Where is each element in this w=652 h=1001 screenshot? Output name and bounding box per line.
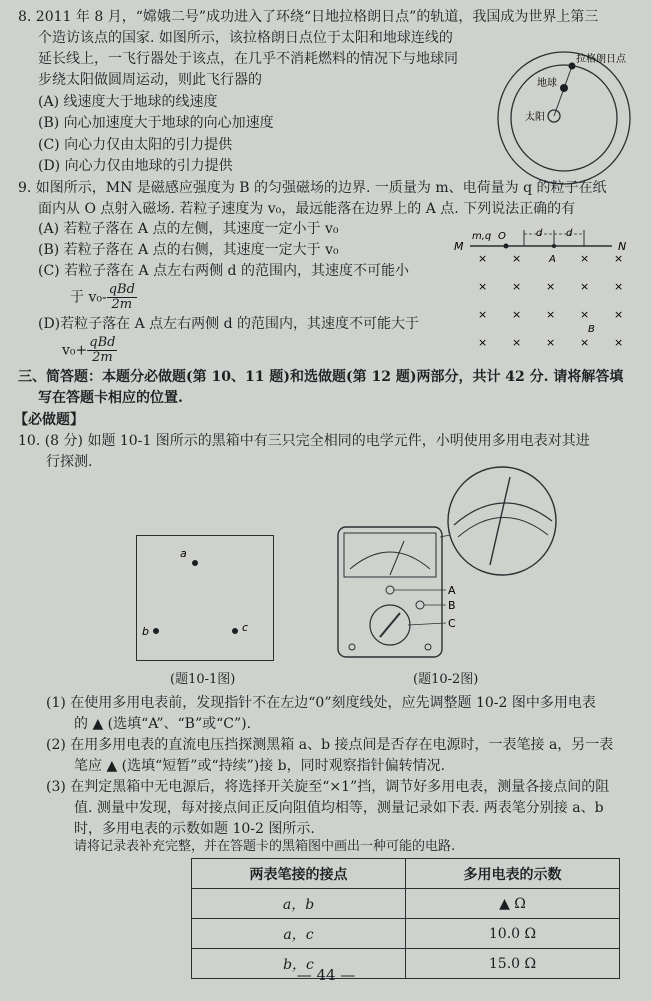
- label-o: O: [498, 231, 506, 242]
- label-knob-b: B: [448, 599, 456, 612]
- q9-option-d-fraction: [87, 336, 117, 365]
- meter-dial-window: [344, 533, 436, 577]
- q9-option-d-prefix: v₀+: [62, 342, 88, 359]
- magnified-needle: [490, 477, 510, 565]
- sun-label: 太阳: [525, 112, 545, 123]
- q9-stem-line-1: 9. 如图所示，MN 是磁感应强度为 B 的匀强磁场的边界. 一质量为 m、电荷量为 q 的粒子在纸: [18, 180, 607, 196]
- field-cross: ×: [614, 336, 624, 349]
- label-knob-a: A: [448, 584, 456, 597]
- earth-icon: [560, 84, 568, 92]
- q10-part-3-line-2: 值. 测量中发现，每对接点间正反向阻值均相等，测量记录如下表. 两表笔分别接 a、b: [74, 800, 604, 816]
- q10-part-2-line-2: 笔应 ▲ (选填“短暂”或“持续”)接 b，同时观察指针偏转情况.: [74, 758, 446, 774]
- q8-option-a: (A) 线速度大于地球的线速度: [38, 94, 218, 110]
- section3-heading-line-1: 三、简答题：本题分必做题(第 10、11 题)和选做题(第 12 题)两部分，共计 42 分. 请将解答填: [18, 369, 624, 385]
- label-d-left: d: [536, 228, 543, 239]
- label-m: M: [454, 240, 464, 253]
- jack-right: [425, 644, 431, 650]
- q9-option-c-prefix: 于 v₀-: [70, 289, 107, 306]
- table-header-reading: 多用电表的示数: [406, 859, 620, 889]
- contact-c-label: c: [242, 621, 249, 634]
- leader-c: [408, 623, 446, 625]
- q10-part-2-line-1: (2) 在用多用电表的直流电压挡探测黑箱 a、b 接点间是否存在电源时，一表笔接 a，另一表: [46, 737, 614, 753]
- q9-option-a: (A) 若粒子落在 A 点的左侧，其速度一定小于 v₀: [38, 221, 339, 237]
- q8-option-c: (C) 向心力仅由太阳的引力提供: [38, 137, 233, 153]
- field-cross: ×: [546, 308, 556, 321]
- field-cross: ×: [512, 252, 522, 265]
- fraction-numerator: qBd: [89, 335, 116, 350]
- lagrange-label: 拉格朗日点: [576, 54, 626, 65]
- selector-pointer: [380, 613, 400, 637]
- contact-b: [153, 628, 159, 634]
- label-b: B: [588, 324, 595, 335]
- label-d-right: d: [566, 228, 573, 239]
- q9-magnetic-field-figure: [452, 222, 637, 362]
- table-row: [192, 919, 620, 949]
- field-cross: ×: [512, 280, 522, 293]
- table-cell-reading: 10.0 Ω: [406, 919, 620, 949]
- q8-stem-line-2: 个造访该点的国家. 如图所示，该拉格朗日点位于太阳和地球连线的: [38, 30, 453, 46]
- label-n: N: [618, 240, 627, 253]
- magnified-scale-circle: [448, 467, 556, 575]
- fig-10-1-caption: (题10-1图): [170, 672, 236, 687]
- field-cross: ×: [478, 336, 488, 349]
- black-box-points: [136, 535, 276, 663]
- point-o: [504, 244, 509, 249]
- lagrange-point-icon: [569, 63, 576, 70]
- q10-part-3-line-1: (3) 在判定黑箱中无电源后，将选择开关旋至“×1”挡，调节好多用电表，测量各接点间的阻: [46, 779, 610, 795]
- field-cross: ×: [478, 252, 488, 265]
- field-cross: ×: [580, 336, 590, 349]
- q8-option-d: (D) 向心力仅由地球的引力提供: [38, 158, 233, 174]
- q10-stem-line-2: 行探测.: [46, 454, 93, 470]
- table-cell-reading: ▲ Ω: [406, 889, 620, 919]
- field-cross: ×: [614, 280, 624, 293]
- jack-left: [349, 644, 355, 650]
- fraction-denominator: 2m: [111, 297, 133, 312]
- label-mq: m,q: [472, 231, 492, 242]
- magnified-scale-arc-inner: [458, 517, 548, 537]
- table-header-contacts: 两表笔接的接点: [192, 859, 406, 889]
- table-cell-reading: 15.0 Ω: [406, 949, 620, 979]
- table-header-row: [192, 859, 620, 889]
- multimeter-body: [338, 527, 442, 657]
- field-cross: ×: [614, 252, 624, 265]
- field-cross: ×: [580, 280, 590, 293]
- q10-instruction: 请将记录表补充完整，并在答题卡的黑箱图中画出一种可能的电路.: [74, 839, 456, 854]
- measurement-table: [191, 858, 620, 979]
- q9-option-d-tail: [62, 336, 117, 365]
- q9-option-b: (B) 若粒子落在 A 点的右侧，其速度一定大于 v₀: [38, 242, 339, 258]
- q8-stem-line-3: 延长线上，一飞行器处于该点，在几乎不消耗燃料的情况下与地球同: [38, 51, 458, 67]
- q9-stem-line-2: 面内从 O 点射入磁场. 若粒子速度为 v₀，最远能落在边界上的 A 点. 下列说法正确的有: [38, 201, 576, 217]
- earth-label: 地球: [537, 78, 557, 89]
- page-number: — 44 —: [296, 966, 356, 984]
- magnetic-field-crosses: [478, 252, 623, 349]
- fraction-denominator: 2m: [92, 350, 113, 365]
- q8-stem-line-4: 步绕太阳做圆周运动，则此飞行器的: [38, 72, 262, 88]
- section3-heading-line-2: 写在答题卡相应的位置.: [38, 390, 183, 406]
- q10-part-3-line-3: 时，多用电表的示数如题 10-2 图所示.: [74, 821, 315, 837]
- q8-stem-line-1: 8. 2011 年 8 月，“嫦娥二号”成功进入了环绕“日地拉格朗日点”的轨道，我国成为世界上第三: [18, 9, 599, 25]
- contact-b-label: b: [142, 625, 149, 638]
- q10-part-1-line-1: (1) 在使用多用电表前，发现指针不在左边“0”刻度线处，应先调整题 10-2 图中多用电表: [46, 695, 596, 711]
- q9-option-c-tail: [70, 283, 137, 312]
- q8-option-b: (B) 向心加速度大于地球的向心加速度: [38, 115, 274, 131]
- field-cross: ×: [580, 252, 590, 265]
- table-row: [192, 889, 620, 919]
- field-cross: ×: [546, 336, 556, 349]
- field-cross: ×: [512, 336, 522, 349]
- meter-needle: [390, 541, 404, 575]
- q9-option-c-fraction: [107, 283, 137, 312]
- field-cross: ×: [614, 308, 624, 321]
- table-cell-contacts: b，c: [192, 949, 406, 979]
- q9-option-c: (C) 若粒子落在 A 点左右两侧 d 的范围内，其速度不可能小: [38, 263, 409, 279]
- meter-scale-arc: [350, 552, 430, 569]
- field-cross: ×: [580, 308, 590, 321]
- contact-a: [192, 560, 198, 566]
- field-cross: ×: [546, 280, 556, 293]
- fraction-numerator: qBd: [108, 282, 135, 297]
- knob-b: [416, 601, 424, 609]
- field-cross: ×: [512, 308, 522, 321]
- field-cross: ×: [478, 280, 488, 293]
- outer-orbit: [498, 52, 630, 184]
- label-a: A: [549, 254, 556, 265]
- field-cross: ×: [478, 308, 488, 321]
- table-cell-contacts: a，c: [192, 919, 406, 949]
- knob-a: [386, 586, 394, 594]
- label-knob-c: C: [448, 617, 456, 630]
- contact-a-label: a: [180, 547, 187, 560]
- q10-part-1-line-2: 的 ▲ (选填“A”、“B”或“C”).: [74, 716, 252, 732]
- contact-c: [232, 628, 238, 634]
- table-cell-contacts: a，b: [192, 889, 406, 919]
- fig-10-2-caption: (题10-2图): [413, 672, 479, 687]
- q10-stem-line-1: 10. (8 分) 如题 10-1 图所示的黑箱中有三只完全相同的电学元件，小明使用多用电表对其进: [18, 433, 590, 449]
- multimeter-figure: [330, 465, 570, 665]
- q9-option-d: (D)若粒子落在 A 点左右两侧 d 的范围内，其速度不可能大于: [38, 316, 420, 332]
- required-questions-label: 【必做题】: [14, 412, 84, 428]
